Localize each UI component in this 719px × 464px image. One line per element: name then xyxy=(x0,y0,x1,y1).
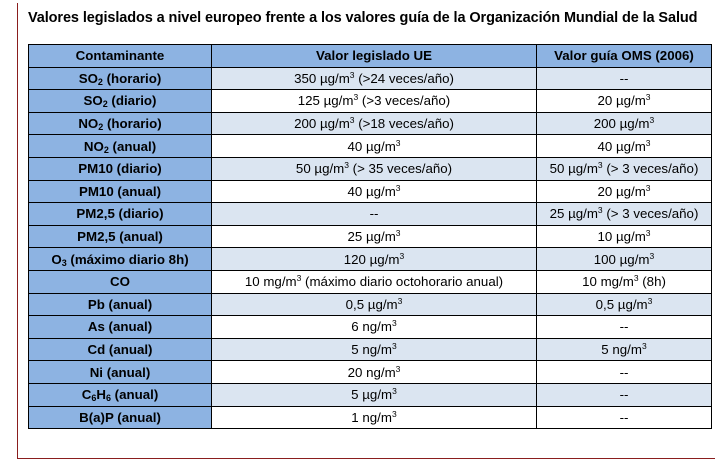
cell-pollutant: PM10 (diario) xyxy=(29,157,212,180)
cell-eu-value: -- xyxy=(212,203,537,226)
cell-who-value: 20 $\mu g/m^3$ xyxy=(537,180,712,203)
cell-eu-value: 40 $\mu g/m^3$ xyxy=(212,180,537,203)
cell-pollutant: $SO_2$ (diario) xyxy=(29,90,212,113)
cell-who-value: -- xyxy=(537,67,712,90)
table-title: Valores legislados a nivel europeo frente a los valores guía de la Organización Mundial de la Salud xyxy=(28,10,698,26)
cell-who-value: 50 $\mu g/m^3$ (> 3 veces/año) xyxy=(537,157,712,180)
cell-pollutant: As (anual) xyxy=(29,316,212,339)
header-valor-ue: Valor legislado UE xyxy=(212,45,537,68)
header-contaminante: Contaminante xyxy=(29,45,212,68)
cell-who-value: 0,5 $\mu g/m^3$ xyxy=(537,293,712,316)
cell-pollutant: Ni (anual) xyxy=(29,361,212,384)
table-row xyxy=(29,67,712,90)
cell-pollutant: PM2,5 (anual) xyxy=(29,225,212,248)
cell-who-value: 40 $\mu g/m^3$ xyxy=(537,135,712,158)
cell-pollutant: $NO_2$ (horario) xyxy=(29,112,212,135)
cell-eu-value: 120 $\mu g/m^3$ xyxy=(212,248,537,271)
cell-eu-value: 350 $\mu g/m^3$ (>24 veces/año) xyxy=(212,67,537,90)
cell-who-value: 20 $\mu g/m^3$ xyxy=(537,90,712,113)
cell-who-value: 10 $\mu g/m^3$ xyxy=(537,225,712,248)
cell-who-value: 100 $\mu g/m^3$ xyxy=(537,248,712,271)
cell-who-value: 200 $\mu g/m^3$ xyxy=(537,112,712,135)
cell-pollutant: PM2,5 (diario) xyxy=(29,203,212,226)
cell-who-value: -- xyxy=(537,361,712,384)
cell-eu-value: 5 $\mu g/m^3$ xyxy=(212,383,537,406)
cell-eu-value: 40 $\mu g/m^3$ xyxy=(212,135,537,158)
cell-eu-value: 20 $ng/m^3$ xyxy=(212,361,537,384)
cell-who-value: -- xyxy=(537,406,712,429)
cell-eu-value: 5 $ng/m^3$ xyxy=(212,338,537,361)
cell-eu-value: 25 $\mu g/m^3$ xyxy=(212,225,537,248)
table-row xyxy=(29,361,712,384)
cell-who-value: 25 $\mu g/m^3$ (> 3 veces/año) xyxy=(537,203,712,226)
cell-eu-value: 6 $ng/m^3$ xyxy=(212,316,537,339)
cell-who-value: 5 $ng/m^3$ xyxy=(537,338,712,361)
cell-eu-value: 10 $mg/m^3$ (máximo diario octohorario anual) xyxy=(212,270,537,293)
cell-pollutant: CO xyxy=(29,270,212,293)
header-valor-oms: Valor guía OMS (2006) xyxy=(537,45,712,68)
table-row xyxy=(29,406,712,429)
table-row xyxy=(29,157,712,180)
table-body xyxy=(29,67,712,429)
cell-pollutant: B(a)P (anual) xyxy=(29,406,212,429)
cell-eu-value: 50 $\mu g/m^3$ (> 35 veces/año) xyxy=(212,157,537,180)
table-row xyxy=(29,112,712,135)
cell-eu-value: 200 $\mu g/m^3$ (>18 veces/año) xyxy=(212,112,537,135)
table-row xyxy=(29,203,712,226)
table-row xyxy=(29,248,712,271)
cell-eu-value: 0,5 $\mu g/m^3$ xyxy=(212,293,537,316)
table-header-row xyxy=(29,45,712,68)
cell-who-value: -- xyxy=(537,316,712,339)
table-row xyxy=(29,90,712,113)
table-row xyxy=(29,338,712,361)
cell-pollutant: $SO_2$ (horario) xyxy=(29,67,212,90)
cell-eu-value: 125 $\mu g/m^3$ (>3 veces/año) xyxy=(212,90,537,113)
cell-pollutant: $NO_2$ (anual) xyxy=(29,135,212,158)
cell-eu-value: 1 $ng/m^3$ xyxy=(212,406,537,429)
table-row xyxy=(29,180,712,203)
table-row xyxy=(29,293,712,316)
table-row xyxy=(29,316,712,339)
cell-who-value: -- xyxy=(537,383,712,406)
table-row xyxy=(29,270,712,293)
cell-pollutant: PM10 (anual) xyxy=(29,180,212,203)
pollutant-limits-table xyxy=(28,44,712,429)
table-row xyxy=(29,135,712,158)
cell-pollutant: $O_3$ (máximo diario 8h) xyxy=(29,248,212,271)
table-row xyxy=(29,383,712,406)
table-row xyxy=(29,225,712,248)
cell-pollutant: Cd (anual) xyxy=(29,338,212,361)
cell-pollutant: $C_6H_6$ (anual) xyxy=(29,383,212,406)
cell-pollutant: Pb (anual) xyxy=(29,293,212,316)
cell-who-value: 10 $mg/m^3$ (8h) xyxy=(537,270,712,293)
